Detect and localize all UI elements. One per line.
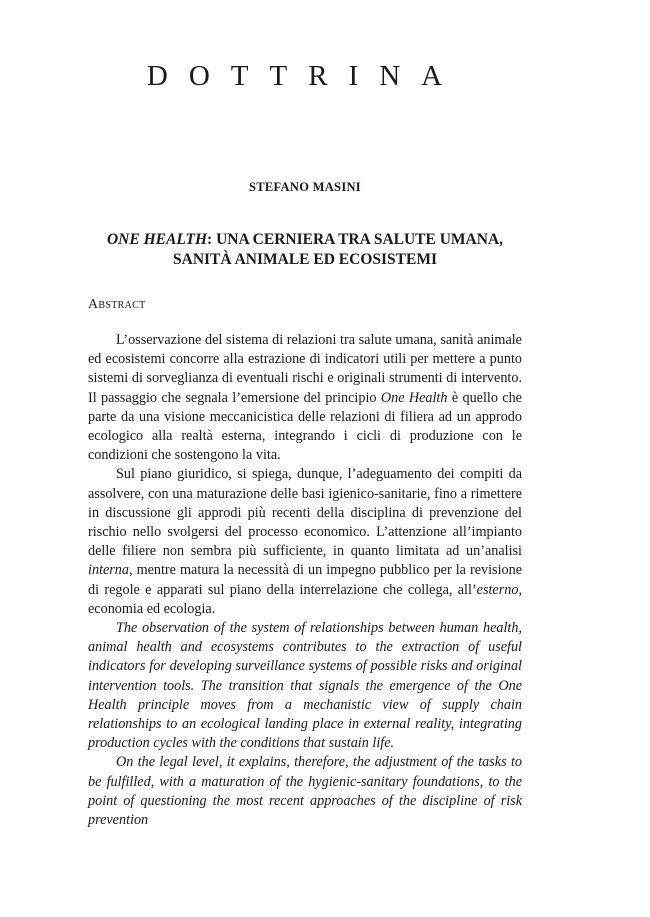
abstract-italian (88, 331, 522, 619)
abstract-english (88, 619, 522, 830)
abstract-label: Abstract (88, 297, 146, 312)
section-title: DOTTRINA (146, 60, 464, 92)
abstract-italian-paragraph-1: L’osservazione del sistema di relazioni tra salute umana, sanità animale ed ecosistemi concorre alla estrazione di indicatori utili per mettere a punto sistemi di sorveglianza di eventuali rischi e originali strumenti di intervento. Il passaggio che segnala l’emersione del principio One Health è quello che parte da una visione meccanicistica delle relazioni di filiera ad un approdo ecologico alla realtà esterna, integrando i cicli di produzione con le condizioni che sostengono la vita. (88, 332, 522, 464)
article-title-line2: SANITÀ ANIMALE ED ECOSISTEMI (173, 251, 437, 268)
article-title-line1: : UNA CERNIERA TRA SALUTE UMANA, (207, 231, 504, 248)
abstract-italian-paragraph-2: Sul piano giuridico, si spiega, dunque, l’adeguamento dei compiti da assolvere, con una maturazione delle basi igienico-sanitarie, fino a rimettere in discussione gli approdi più recenti della disciplina di prevenzione del rischio nello svolgersi del processo economico. L’attenzione all’impianto delle filiere non sembra più sufficiente, in quanto limitata ad un’analisi interna, mentre matura la necessità di un impegno pubblico per la revisione di regole e apparati sul piano della interrelazione che collega, all’esterno, economia ed ecologia. (88, 466, 522, 617)
author-name: STEFANO MASINI (249, 180, 361, 194)
article-title-italic: ONE HEALTH (106, 231, 208, 248)
article-title (80, 230, 530, 270)
abstract-english-paragraph-2: On the legal level, it explains, therefore, the adjustment of the tasks to be fulfilled, with a maturation of the hygienic-sanitary foundations, to the point of questioning the most recent approaches of the discipline of risk prevention (88, 754, 522, 829)
abstract-english-paragraph-1: The observation of the system of relationships between human health, animal health and ecosystems contributes to the extraction of useful indicators for developing surveillance systems of possible risks and original intervention tools. The transition that signals the emergence of the One Health principle moves from a mechanistic view of supply chain relationships to an ecological landing place in external reality, integrating production cycles with the conditions that sustain life. (88, 620, 522, 752)
